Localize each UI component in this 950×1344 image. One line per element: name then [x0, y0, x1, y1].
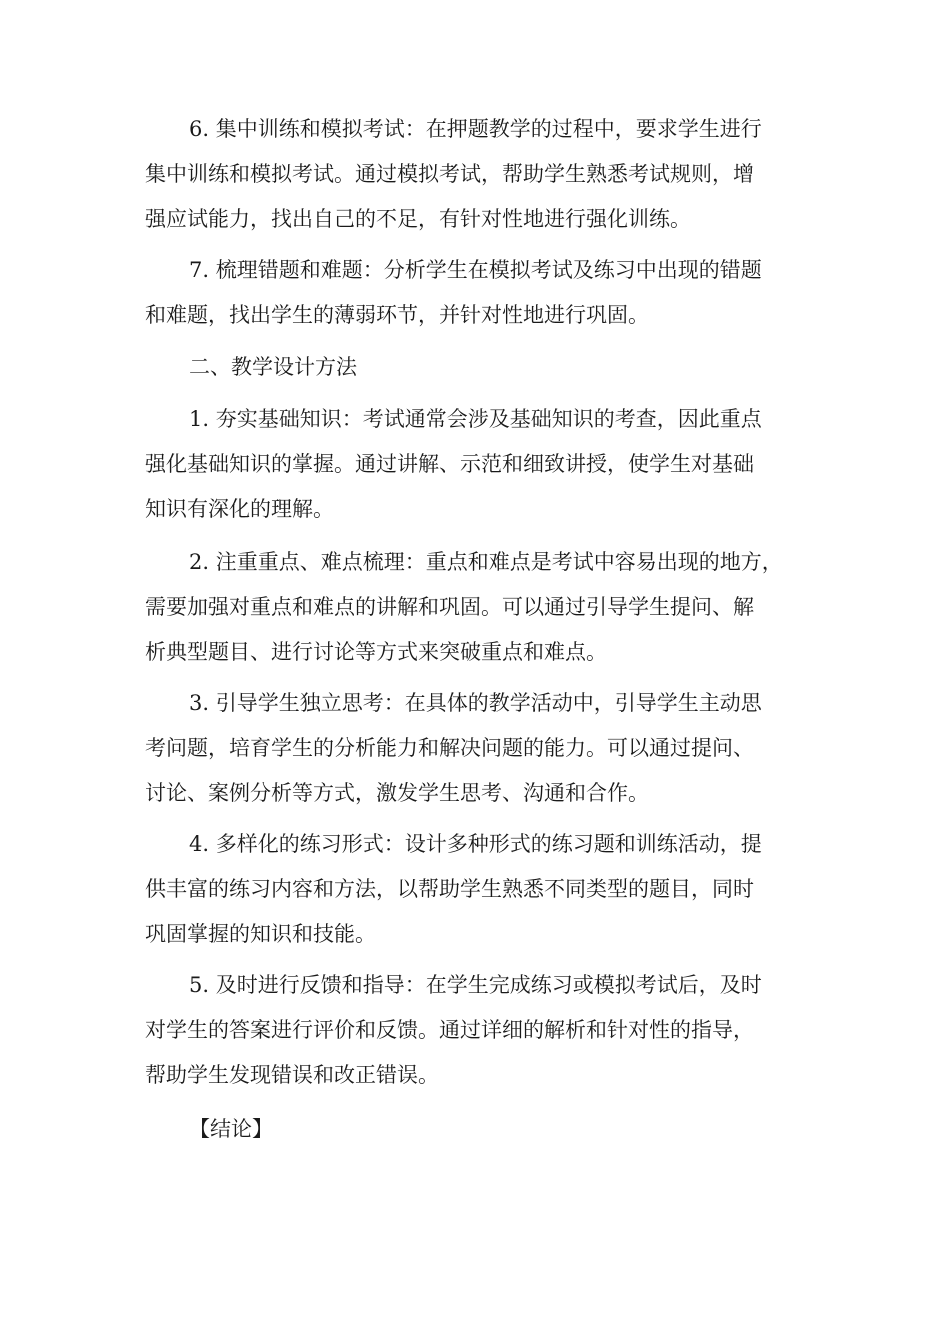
text-line: 5. 及时进行反馈和指导：在学生完成练习或模拟考试后，及时 [189, 973, 762, 997]
text-line: 对学生的答案进行评价和反馈。通过详细的解析和针对性的指导， [145, 1018, 754, 1042]
text-line: 帮助学生发现错误和改正错误。 [145, 1063, 439, 1087]
heading-text: 【结论】 [189, 1117, 273, 1141]
text-line: 强化基础知识的掌握。通过讲解、示范和细致讲授，使学生对基础 [145, 452, 754, 476]
paragraph-method-3 [145, 681, 825, 816]
text-line: 1. 夯实基础知识：考试通常会涉及基础知识的考查，因此重点 [189, 407, 762, 431]
text-line: 考问题，培育学生的分析能力和解决问题的能力。可以通过提问、 [145, 736, 754, 760]
text-line: 4. 多样化的练习形式：设计多种形式的练习题和训练活动，提 [189, 832, 762, 856]
heading-text: 二、教学设计方法 [189, 355, 357, 379]
paragraph-item-7 [145, 248, 825, 338]
conclusion-heading [145, 1107, 825, 1152]
section-heading [145, 345, 825, 390]
text-line: 讨论、案例分析等方式，激发学生思考、沟通和合作。 [145, 781, 649, 805]
text-line: 和难题，找出学生的薄弱环节，并针对性地进行巩固。 [145, 303, 649, 327]
paragraph-method-1 [145, 397, 825, 532]
text-line: 2. 注重重点、难点梳理：重点和难点是考试中容易出现的地方， [189, 550, 783, 574]
paragraph-method-2 [145, 540, 825, 675]
text-line: 巩固掌握的知识和技能。 [145, 922, 376, 946]
text-line: 需要加强对重点和难点的讲解和巩固。可以通过引导学生提问、解 [145, 595, 754, 619]
text-line: 3. 引导学生独立思考：在具体的教学活动中，引导学生主动思 [189, 691, 762, 715]
paragraph-method-5 [145, 963, 825, 1098]
text-line: 析典型题目、进行讨论等方式来突破重点和难点。 [145, 640, 607, 664]
text-line: 集中训练和模拟考试。通过模拟考试，帮助学生熟悉考试规则，增 [145, 162, 754, 186]
text-line: 供丰富的练习内容和方法，以帮助学生熟悉不同类型的题目，同时 [145, 877, 754, 901]
paragraph-item-6 [145, 107, 825, 242]
text-line: 强应试能力，找出自己的不足，有针对性地进行强化训练。 [145, 207, 691, 231]
text-line: 7. 梳理错题和难题：分析学生在模拟考试及练习中出现的错题 [189, 258, 762, 282]
text-line: 6. 集中训练和模拟考试：在押题教学的过程中，要求学生进行 [189, 117, 762, 141]
text-line: 知识有深化的理解。 [145, 497, 334, 521]
paragraph-method-4 [145, 822, 825, 957]
